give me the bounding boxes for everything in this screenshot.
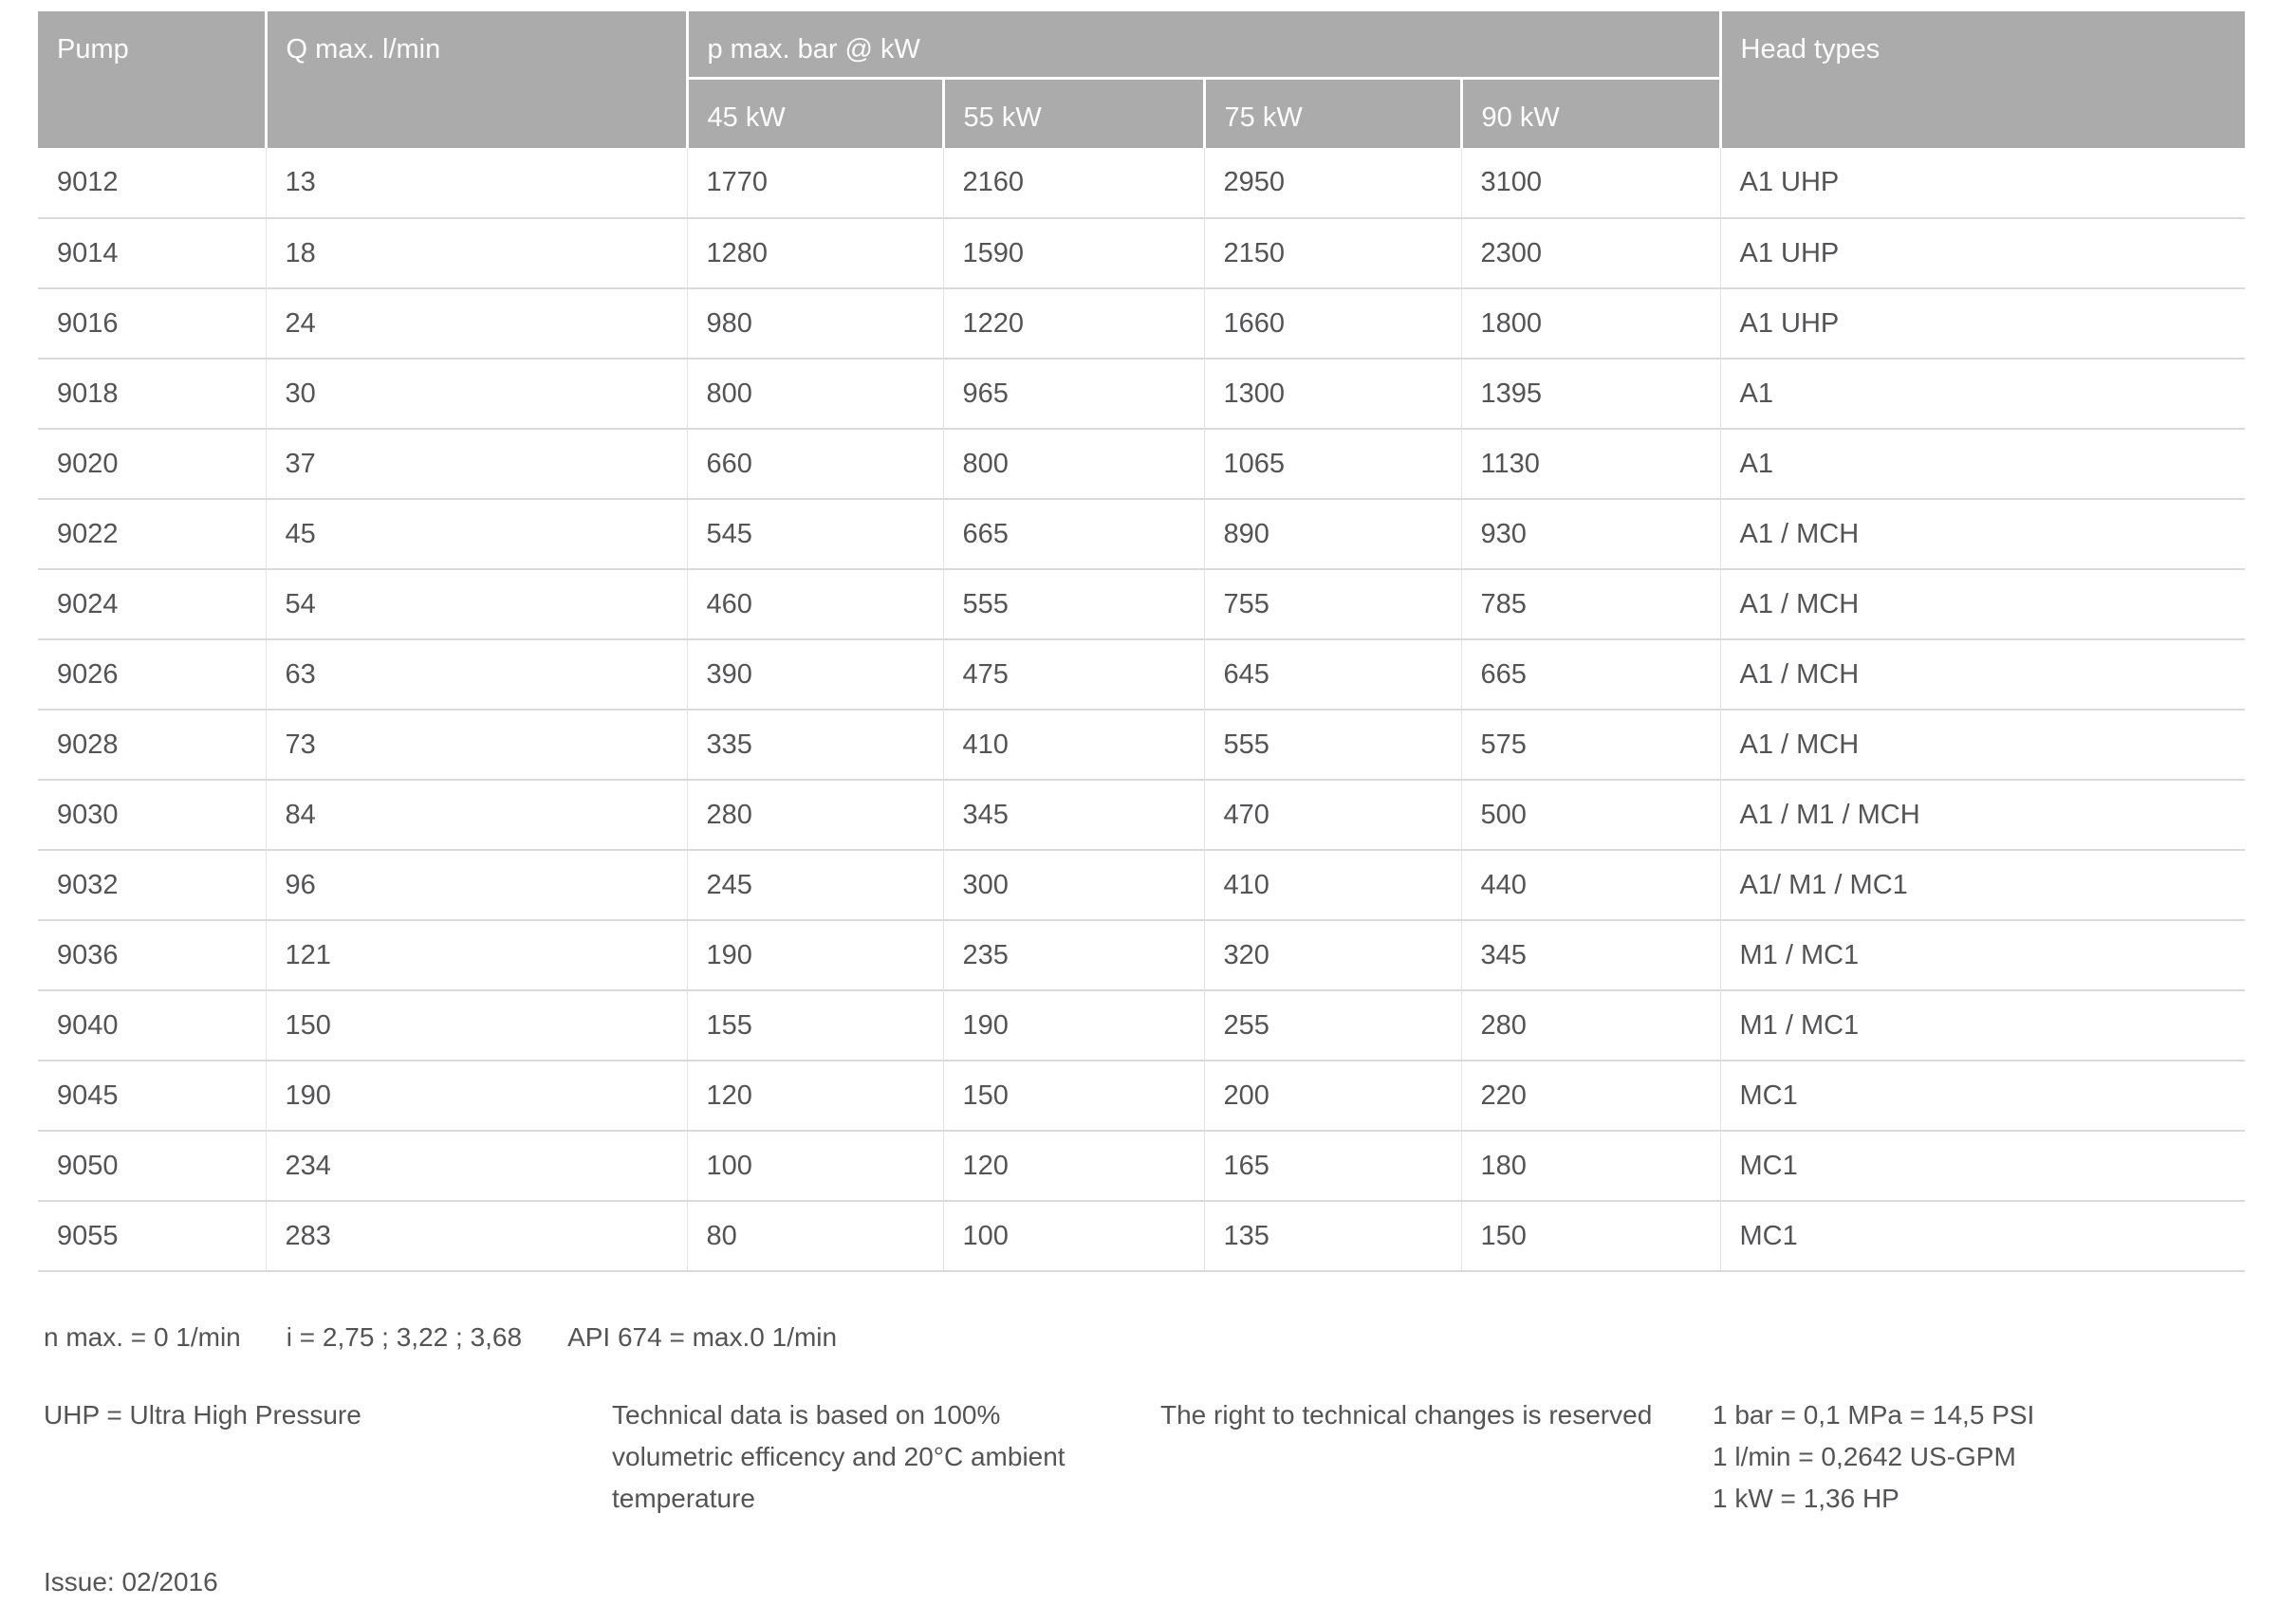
p55kw-cell: 300	[943, 850, 1204, 920]
conversion-line-bar: 1 bar = 0,1 MPa = 14,5 PSI	[1713, 1400, 2035, 1430]
pump-cell: 9018	[38, 359, 266, 429]
p55kw-cell: 800	[943, 429, 1204, 499]
p45kw-cell: 1770	[687, 148, 943, 218]
p45kw-cell: 190	[687, 920, 943, 990]
technical-note-line: Technical data is based on 100%	[612, 1400, 1001, 1430]
pump-cell: 9028	[38, 710, 266, 780]
head-type-cell: A1 UHP	[1720, 148, 2245, 218]
pump-cell: 9036	[38, 920, 266, 990]
pump-cell: 9016	[38, 288, 266, 359]
pump-cell: 9026	[38, 639, 266, 710]
table-body	[38, 148, 2245, 1271]
p90kw-cell: 785	[1461, 569, 1720, 639]
head-type-cell: A1	[1720, 429, 2245, 499]
p75kw-cell: 410	[1204, 850, 1461, 920]
uhp-note: UHP = Ultra High Pressure	[44, 1400, 361, 1430]
header-row-1	[38, 11, 2245, 78]
p55kw-cell: 965	[943, 359, 1204, 429]
qmax-cell: 234	[266, 1131, 687, 1201]
p90kw-cell: 3100	[1461, 148, 1720, 218]
head-type-cell: MC1	[1720, 1201, 2245, 1271]
pump-cell: 9012	[38, 148, 266, 218]
p45kw-cell: 460	[687, 569, 943, 639]
p90kw-cell: 575	[1461, 710, 1720, 780]
qmax-cell: 96	[266, 850, 687, 920]
pump-cell: 9024	[38, 569, 266, 639]
pump-cell: 9022	[38, 499, 266, 569]
issue-date: Issue: 02/2016	[44, 1567, 218, 1596]
table-row	[38, 850, 2245, 920]
head-type-cell: A1 / M1 / MCH	[1720, 780, 2245, 850]
p55kw-cell: 150	[943, 1061, 1204, 1131]
p90kw-cell: 280	[1461, 990, 1720, 1061]
col-header-pump: Pump	[38, 11, 266, 148]
qmax-cell: 84	[266, 780, 687, 850]
table-row	[38, 710, 2245, 780]
qmax-cell: 54	[266, 569, 687, 639]
p90kw-cell: 220	[1461, 1061, 1720, 1131]
table-row	[38, 429, 2245, 499]
p90kw-cell: 665	[1461, 639, 1720, 710]
table-row	[38, 780, 2245, 850]
p45kw-cell: 335	[687, 710, 943, 780]
pump-cell: 9032	[38, 850, 266, 920]
rights-note: The right to technical changes is reserved	[1160, 1400, 1653, 1430]
table-row	[38, 1061, 2245, 1131]
qmax-cell: 18	[266, 218, 687, 288]
table-footnotes	[44, 1319, 837, 1356]
pump-cell: 9030	[38, 780, 266, 850]
col-header-45kw: 45 kW	[687, 78, 943, 148]
footnote-nmax: n max. = 0 1/min	[44, 1322, 241, 1352]
table-row	[38, 148, 2245, 218]
p55kw-cell: 1220	[943, 288, 1204, 359]
col-header-55kw: 55 kW	[943, 78, 1204, 148]
p90kw-cell: 930	[1461, 499, 1720, 569]
qmax-cell: 190	[266, 1061, 687, 1131]
table-row	[38, 218, 2245, 288]
table-header	[38, 11, 2245, 148]
p90kw-cell: 1130	[1461, 429, 1720, 499]
pump-cell: 9050	[38, 1131, 266, 1201]
p75kw-cell: 2150	[1204, 218, 1461, 288]
p75kw-cell: 1300	[1204, 359, 1461, 429]
pump-cell: 9045	[38, 1061, 266, 1131]
p55kw-cell: 100	[943, 1201, 1204, 1271]
pump-cell: 9040	[38, 990, 266, 1061]
p75kw-cell: 200	[1204, 1061, 1461, 1131]
qmax-cell: 24	[266, 288, 687, 359]
head-type-cell: A1 / MCH	[1720, 569, 2245, 639]
qmax-cell: 150	[266, 990, 687, 1061]
table-row	[38, 1201, 2245, 1271]
p55kw-cell: 2160	[943, 148, 1204, 218]
p75kw-cell: 645	[1204, 639, 1461, 710]
conversion-notes	[1713, 1394, 2034, 1520]
head-type-cell: MC1	[1720, 1131, 2245, 1201]
technical-note-line: temperature	[612, 1484, 755, 1513]
p90kw-cell: 180	[1461, 1131, 1720, 1201]
p75kw-cell: 890	[1204, 499, 1461, 569]
p55kw-cell: 345	[943, 780, 1204, 850]
col-header-pmax-group: p max. bar @ kW	[687, 11, 1720, 78]
p75kw-cell: 555	[1204, 710, 1461, 780]
p45kw-cell: 80	[687, 1201, 943, 1271]
head-type-cell: MC1	[1720, 1061, 2245, 1131]
p90kw-cell: 1395	[1461, 359, 1720, 429]
qmax-cell: 30	[266, 359, 687, 429]
pump-cell: 9020	[38, 429, 266, 499]
table-row	[38, 569, 2245, 639]
p90kw-cell: 1800	[1461, 288, 1720, 359]
head-type-cell: A1 / MCH	[1720, 639, 2245, 710]
p75kw-cell: 470	[1204, 780, 1461, 850]
p45kw-cell: 980	[687, 288, 943, 359]
technical-note-line: volumetric efficency and 20°C ambient	[612, 1442, 1065, 1471]
p55kw-cell: 190	[943, 990, 1204, 1061]
pump-cell: 9055	[38, 1201, 266, 1271]
p55kw-cell: 1590	[943, 218, 1204, 288]
footnote-api674: API 674 = max.0 1/min	[567, 1322, 838, 1352]
conversion-line-lmin: 1 l/min = 0,2642 US-GPM	[1713, 1442, 2016, 1471]
table-row	[38, 990, 2245, 1061]
col-header-qmax: Q max. l/min	[266, 11, 687, 148]
p75kw-cell: 1660	[1204, 288, 1461, 359]
head-type-cell: M1 / MC1	[1720, 920, 2245, 990]
table-row	[38, 499, 2245, 569]
p45kw-cell: 390	[687, 639, 943, 710]
p90kw-cell: 345	[1461, 920, 1720, 990]
qmax-cell: 121	[266, 920, 687, 990]
head-type-cell: A1 UHP	[1720, 288, 2245, 359]
p90kw-cell: 500	[1461, 780, 1720, 850]
head-type-cell: A1 / MCH	[1720, 499, 2245, 569]
p45kw-cell: 1280	[687, 218, 943, 288]
table-row	[38, 359, 2245, 429]
head-type-cell: A1/ M1 / MC1	[1720, 850, 2245, 920]
p45kw-cell: 800	[687, 359, 943, 429]
head-type-cell: A1 / MCH	[1720, 710, 2245, 780]
p45kw-cell: 100	[687, 1131, 943, 1201]
p45kw-cell: 120	[687, 1061, 943, 1131]
table-row	[38, 288, 2245, 359]
p75kw-cell: 135	[1204, 1201, 1461, 1271]
p90kw-cell: 2300	[1461, 218, 1720, 288]
qmax-cell: 283	[266, 1201, 687, 1271]
p55kw-cell: 120	[943, 1131, 1204, 1201]
head-type-cell: A1 UHP	[1720, 218, 2245, 288]
p55kw-cell: 475	[943, 639, 1204, 710]
col-header-90kw: 90 kW	[1461, 78, 1720, 148]
p75kw-cell: 2950	[1204, 148, 1461, 218]
p55kw-cell: 235	[943, 920, 1204, 990]
conversion-line-kw: 1 kW = 1,36 HP	[1713, 1484, 1899, 1513]
technical-note	[612, 1394, 1124, 1520]
p75kw-cell: 755	[1204, 569, 1461, 639]
p90kw-cell: 440	[1461, 850, 1720, 920]
table-row	[38, 1131, 2245, 1201]
qmax-cell: 45	[266, 499, 687, 569]
p55kw-cell: 410	[943, 710, 1204, 780]
table-row	[38, 639, 2245, 710]
p75kw-cell: 255	[1204, 990, 1461, 1061]
p75kw-cell: 320	[1204, 920, 1461, 990]
p45kw-cell: 545	[687, 499, 943, 569]
p75kw-cell: 1065	[1204, 429, 1461, 499]
p45kw-cell: 155	[687, 990, 943, 1061]
qmax-cell: 13	[266, 148, 687, 218]
p75kw-cell: 165	[1204, 1131, 1461, 1201]
table-row	[38, 920, 2245, 990]
pump-cell: 9014	[38, 218, 266, 288]
p45kw-cell: 280	[687, 780, 943, 850]
qmax-cell: 63	[266, 639, 687, 710]
pump-specs-table	[38, 11, 2245, 1272]
p55kw-cell: 665	[943, 499, 1204, 569]
footnote-i-ratios: i = 2,75 ; 3,22 ; 3,68	[286, 1322, 523, 1352]
p45kw-cell: 245	[687, 850, 943, 920]
head-type-cell: A1	[1720, 359, 2245, 429]
p55kw-cell: 555	[943, 569, 1204, 639]
qmax-cell: 37	[266, 429, 687, 499]
head-type-cell: M1 / MC1	[1720, 990, 2245, 1061]
qmax-cell: 73	[266, 710, 687, 780]
col-header-75kw: 75 kW	[1204, 78, 1461, 148]
p45kw-cell: 660	[687, 429, 943, 499]
p90kw-cell: 150	[1461, 1201, 1720, 1271]
col-header-head-types: Head types	[1720, 11, 2245, 148]
